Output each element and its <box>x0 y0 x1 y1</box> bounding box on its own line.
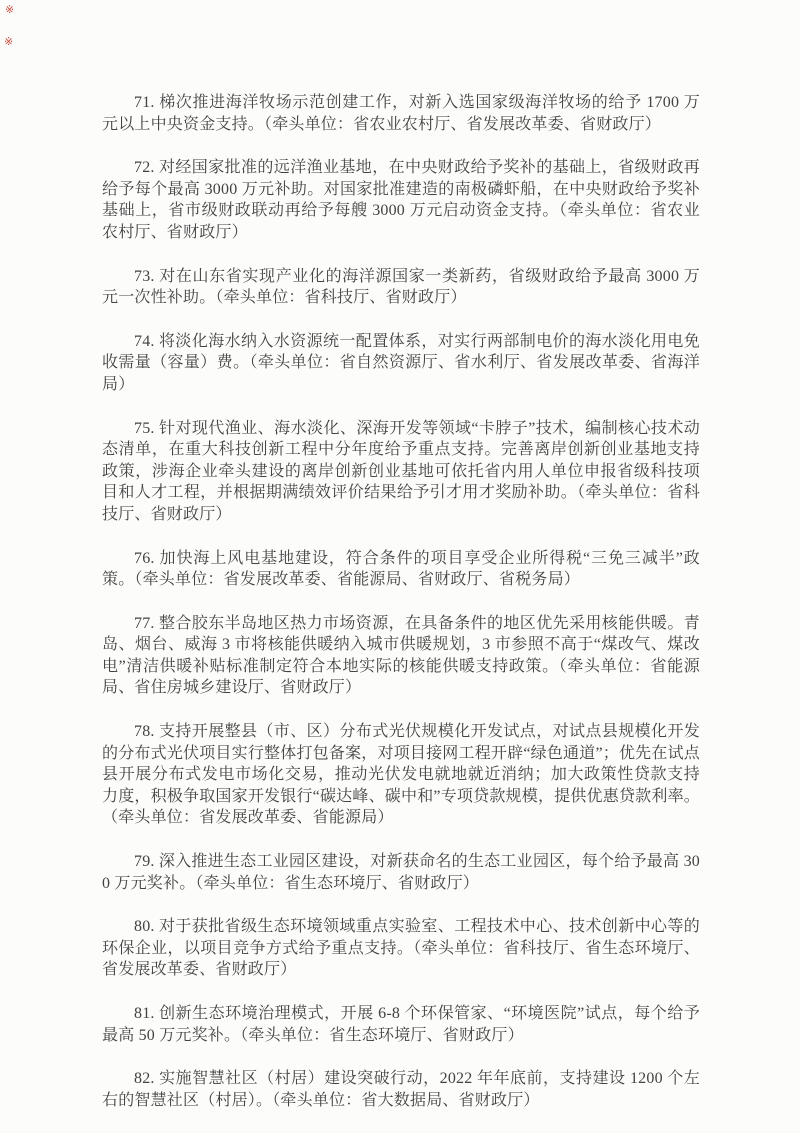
policy-item-73: 73. 对在山东省实现产业化的海洋源国家一类新药，省级财政给予最高 3000 万元一次性补助。（牵头单位：省科技厅、省财政厅） <box>102 267 700 307</box>
policy-item-72: 72. 对经国家批准的远洋渔业基地，在中央财政给予奖补的基础上，省级财政再给予每个最高 3000 万元补助。对国家批准建造的南极磷虾船，在中央财政给予奖补基础上，省市级财政联动再给予每艘 3000 万元启动资金支持。（牵头单位：省农业农村厅、省财政厅） <box>102 159 700 241</box>
policy-item-71: 71. 梯次推进海洋牧场示范创建工作，对新入选国家级海洋牧场的给予 1700 万元以上中央资金支持。（牵头单位：省农业农村厅、省发展改革委、省财政厅） <box>102 94 700 133</box>
policy-item-82: 82. 实施智慧社区（村居）建设突破行动，2022 年年底前，支持建设 1200 个左右的智慧社区（村居）。（牵头单位：省大数据局、省财政厅） <box>102 1070 700 1109</box>
policy-item-75: 75. 针对现代渔业、海水淡化、深海开发等领域“卡脖子”技术，编制核心技术动态清单，在重大科技创新工程中分年度给予重点支持。完善离岸创新创业基地支持政策，涉海企业牵头建设的离岸创新创业基地可依托省内用人单位申报省级科技项目和人才工程，并根据期满绩效评价结果给予引才用才奖励补助。（牵头单位：省科技厅、省财政厅） <box>102 419 700 523</box>
policy-item-76: 76. 加快海上风电基地建设，符合条件的项目享受企业所得税“三免三减半”政策。（牵头单位：省发展改革委、省能源局、省财政厅、省税务局） <box>102 549 700 589</box>
policy-item-80: 80. 对于获批省级生态环境领域重点实验室、工程技术中心、技术创新中心等的环保企业，以项目竞争方式给予重点支持。（牵头单位：省科技厅、省生态环境厅、省发展改革委、省财政厅） <box>102 918 700 979</box>
policy-item-78: 78. 支持开展整县（市、区）分布式光伏规模化开发试点，对试点县规模化开发的分布式光伏项目实行整体打包备案，对项目接网工程开辟“绿色通道”；优先在试点县开展分布式发电市场化交易，推动光伏发电就地就近消纳；加大政策性贷款支持力度，积极争取国家开发银行“碳达峰、碳中和”专项贷款规模，提供优惠贷款利率。（牵头单位：省发展改革委、省能源局） <box>102 723 700 827</box>
policy-item-77: 77. 整合胶东半岛地区热力市场资源，在具备条件的地区优先采用核能供暖。青岛、烟台、威海 3 市将核能供暖纳入城市供暖规划，3 市参照不高于“煤改气、煤改电”清洁供暖补贴标准制定符合本地实际的核能供暖支持政策。（牵头单位：省能源局、省住房城乡建设厅、省财政厅） <box>102 614 700 697</box>
document-body <box>102 92 700 1133</box>
policy-item-81: 81. 创新生态环境治理模式，开展 6-8 个环保管家、“环境医院”试点，每个给予最高 50 万元奖补。（牵头单位：省生态环境厅、省财政厅） <box>102 1005 700 1044</box>
policy-item-74: 74. 将淡化海水纳入水资源统一配置体系，对实行两部制电价的海水淡化用电免收需量（容量）费。（牵头单位：省自然资源厅、省水利厅、省发展改革委、省海洋局） <box>102 332 700 393</box>
red-stamp-mark: ※ <box>4 35 14 48</box>
policy-item-79: 79. 深入推进生态工业园区建设，对新获命名的生态工业园区，每个给予最高 300 万元奖补。（牵头单位：省生态环境厅、省财政厅） <box>102 853 700 892</box>
red-stamp-mark: ※ <box>5 3 15 16</box>
